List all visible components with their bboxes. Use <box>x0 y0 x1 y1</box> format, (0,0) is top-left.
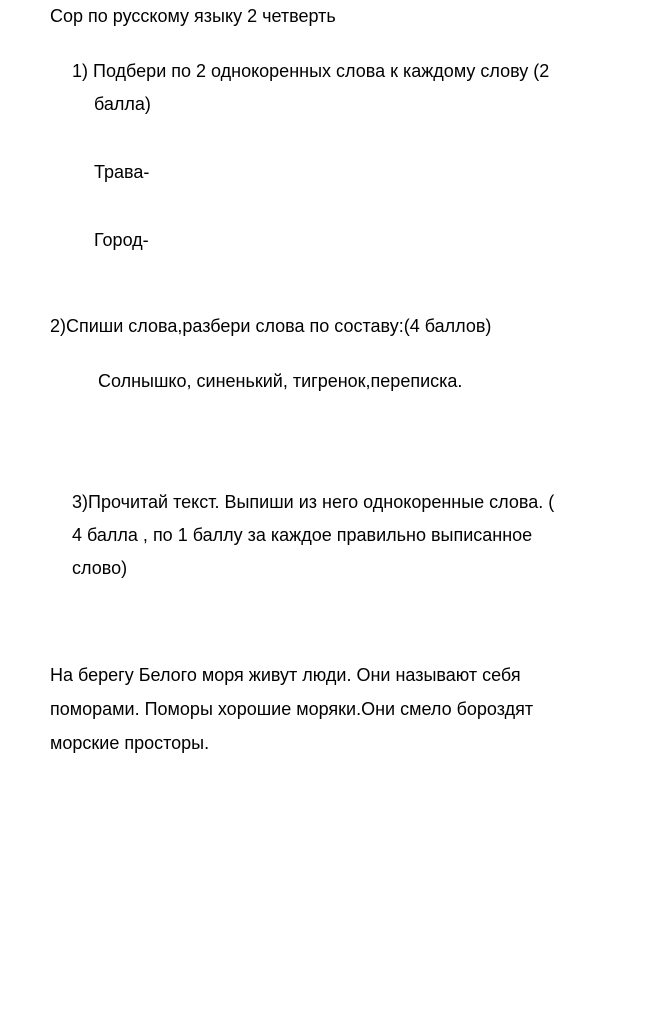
task1-word-gorod: Город- <box>94 230 149 250</box>
document-title: Сор по русскому языку 2 четверть <box>50 6 336 26</box>
task3-instruction-line1: 3)Прочитай текст. Выпиши из него однокоренные слова. ( <box>72 492 555 512</box>
text-line1: На берегу Белого моря живут люди. Они называют себя <box>50 665 521 685</box>
task1-word-trava: Трава- <box>94 162 150 182</box>
text-line3: морские просторы. <box>50 733 210 753</box>
task1-instruction-line1: 1) Подбери по 2 однокоренных слова к каждому слову (2 <box>72 61 550 81</box>
task2-word-list: Солнышко, синенький, тигренок,переписка. <box>98 371 463 391</box>
task3-instruction-line2: 4 балла , по 1 баллу за каждое правильно выписанное <box>72 525 533 545</box>
task3-instruction-line3: слово) <box>72 558 128 578</box>
task1-instruction-line2: балла) <box>94 94 151 114</box>
task2-instruction: 2)Спиши слова,разбери слова по составу:(4 баллов) <box>50 316 492 336</box>
text-line2: поморами. Поморы хорошие моряки.Они смело бороздят <box>50 699 534 719</box>
